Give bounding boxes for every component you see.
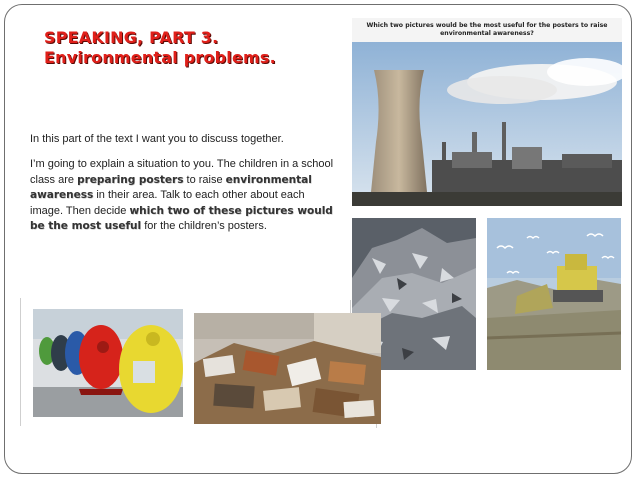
instructions-part-2: to raise (183, 173, 226, 186)
question-line-2: environmental awareness? (440, 30, 534, 37)
recycling-bins-photo (33, 309, 183, 417)
cardboard-pile-icon (194, 313, 381, 424)
cooling-tower-icon (352, 42, 622, 206)
question-line-1: Which two pictures would be the most useful for the posters to raise (366, 22, 608, 29)
cardboard-waste-photo (194, 313, 381, 424)
vertical-divider (20, 298, 21, 426)
colored-bins-icon (33, 309, 183, 417)
power-plant-photo (352, 42, 622, 206)
highlight-preparing-posters: preparing posters (77, 173, 184, 186)
highlight-which-two-pictures: which two of these pictures would be the most useful (30, 204, 333, 232)
intro-text: In this part of the text I want you to discuss together. (30, 133, 284, 145)
title-line-1: SPEAKING, PART 3. (44, 28, 219, 47)
highlight-environmental-awareness: environmental awareness (30, 173, 312, 201)
slide-title (44, 28, 276, 68)
question-box (352, 18, 622, 42)
landfill-photo (487, 218, 621, 370)
title-line-2: Environmental problems. (44, 48, 276, 67)
instructions-part-1: I’m going to explain a situation to you. The children in a school class are (30, 158, 334, 186)
bottom-divider (376, 424, 377, 428)
instructions-part-3: in their area. Talk to each other about each image. Then decide (30, 189, 305, 217)
bulldozer-gulls-icon (487, 218, 621, 370)
instructions-text (30, 157, 340, 235)
instructions-part-4: for the children’s posters. (141, 220, 267, 232)
